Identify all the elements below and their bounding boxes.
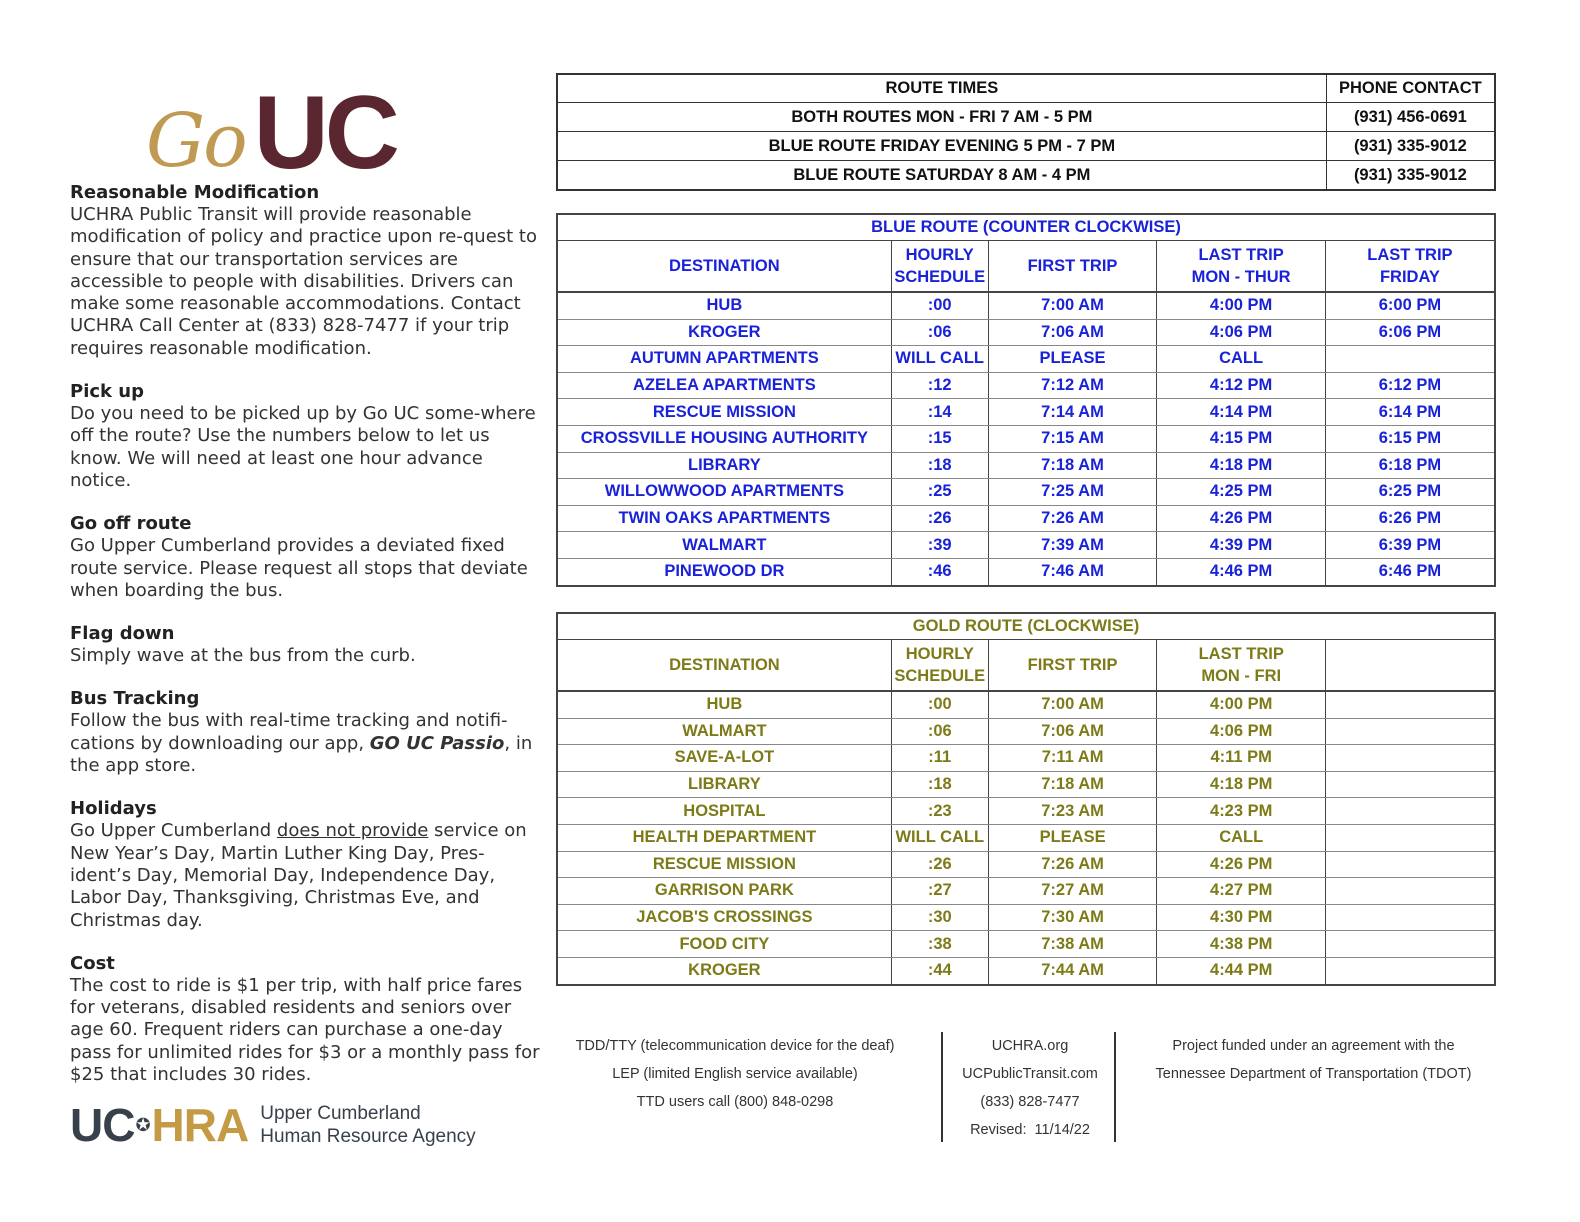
table-row bbox=[557, 532, 1495, 559]
section-pick-up bbox=[70, 381, 545, 492]
table-row bbox=[557, 798, 1495, 825]
time-cell bbox=[1326, 824, 1496, 851]
info-column bbox=[70, 74, 545, 1107]
time-cell: 7:00 AM bbox=[988, 691, 1157, 718]
table-row bbox=[557, 505, 1495, 532]
destination-cell: WALMART bbox=[557, 718, 891, 745]
table-row bbox=[557, 878, 1495, 905]
time-cell: 4:06 PM bbox=[1157, 319, 1326, 346]
time-cell: 6:06 PM bbox=[1325, 319, 1495, 346]
time-cell: 6:15 PM bbox=[1325, 425, 1495, 452]
time-cell bbox=[1326, 851, 1496, 878]
footer-accessibility-info bbox=[556, 1032, 914, 1116]
table-row bbox=[557, 132, 1495, 161]
destination-cell: LIBRARY bbox=[557, 771, 891, 798]
column-header bbox=[891, 640, 988, 692]
time-cell: 7:30 AM bbox=[988, 904, 1157, 931]
table-row bbox=[557, 452, 1495, 479]
gold-route-table bbox=[556, 612, 1496, 986]
time-cell: :18 bbox=[891, 452, 988, 479]
time-cell: :12 bbox=[891, 372, 988, 399]
underlined-text: does not provide bbox=[276, 820, 429, 842]
table-row bbox=[557, 957, 1495, 984]
time-cell: :06 bbox=[891, 718, 988, 745]
section-text bbox=[70, 710, 545, 777]
time-cell: :06 bbox=[891, 319, 988, 346]
destination-cell: FOOD CITY bbox=[557, 931, 891, 958]
section-cost bbox=[70, 953, 545, 1086]
time-cell: 4:30 PM bbox=[1157, 904, 1326, 931]
section-holidays bbox=[70, 798, 545, 931]
column-header-line: LAST TRIP bbox=[1198, 246, 1284, 264]
text-part: , in the app store. bbox=[70, 732, 533, 777]
column-header-line: DESTINATION bbox=[669, 656, 780, 674]
logo-uc-text: UC bbox=[253, 74, 396, 191]
time-cell: 7:11 AM bbox=[988, 745, 1157, 772]
column-header-line: MON - FRI bbox=[1201, 667, 1282, 685]
destination-cell: HUB bbox=[557, 691, 891, 718]
time-cell bbox=[1326, 771, 1496, 798]
time-cell: 7:26 AM bbox=[988, 851, 1157, 878]
destination-cell: KROGER bbox=[557, 319, 891, 346]
time-cell: 7:18 AM bbox=[988, 771, 1157, 798]
table-row bbox=[557, 372, 1495, 399]
column-header bbox=[988, 241, 1157, 293]
table-row bbox=[557, 319, 1495, 346]
table-row bbox=[557, 851, 1495, 878]
time-cell bbox=[1326, 878, 1496, 905]
agency-line-1: Upper Cumberland bbox=[260, 1103, 421, 1124]
time-cell: :00 bbox=[891, 691, 988, 718]
time-cell: 4:39 PM bbox=[1157, 532, 1326, 559]
footer-divider bbox=[1114, 1032, 1116, 1142]
time-cell bbox=[1326, 957, 1496, 984]
time-cell: WILL CALL bbox=[891, 824, 988, 851]
destination-cell: RESCUE MISSION bbox=[557, 851, 891, 878]
time-cell: 4:27 PM bbox=[1157, 878, 1326, 905]
table-row bbox=[557, 558, 1495, 585]
footer-line: TTD users call (800) 848-0298 bbox=[636, 1094, 834, 1110]
column-header-line: HOURLY bbox=[905, 246, 974, 264]
time-cell: :18 bbox=[891, 771, 988, 798]
time-cell: :25 bbox=[891, 479, 988, 506]
column-header-line: SCHEDULE bbox=[894, 268, 986, 286]
table-row bbox=[557, 718, 1495, 745]
time-cell: 6:46 PM bbox=[1325, 558, 1495, 585]
time-cell: 7:06 AM bbox=[988, 319, 1157, 346]
table-row bbox=[557, 346, 1495, 373]
section-heading: Holidays bbox=[70, 798, 157, 820]
phone-cell: (931) 456-0691 bbox=[1326, 103, 1495, 132]
time-cell: :00 bbox=[891, 292, 988, 319]
column-header-line: SCHEDULE bbox=[894, 667, 986, 685]
time-cell bbox=[1325, 346, 1495, 373]
table-row bbox=[557, 479, 1495, 506]
footer-line: LEP (limited English service available) bbox=[612, 1066, 858, 1082]
time-cell: 6:00 PM bbox=[1325, 292, 1495, 319]
time-cell: 6:39 PM bbox=[1325, 532, 1495, 559]
time-cell: :27 bbox=[891, 878, 988, 905]
time-cell: 7:15 AM bbox=[988, 425, 1157, 452]
uchra-logo bbox=[70, 1098, 476, 1152]
section-heading: Go off route bbox=[70, 513, 192, 535]
section-heading: Bus Tracking bbox=[70, 688, 200, 710]
time-cell: 7:12 AM bbox=[988, 372, 1157, 399]
time-cell: :14 bbox=[891, 399, 988, 426]
column-header-line: DESTINATION bbox=[669, 257, 780, 275]
time-cell: 4:18 PM bbox=[1157, 771, 1326, 798]
time-cell: 4:18 PM bbox=[1157, 452, 1326, 479]
time-cell: CALL bbox=[1157, 346, 1326, 373]
footer-contact-info bbox=[946, 1032, 1114, 1144]
section-text: The cost to ride is $1 per trip, with half price fares for veterans, disabled residents and seniors over age 60. Frequent riders can purchase a one-day pass for unlimited rides for $3 or a monthly pass for $25 that includes 30 rides. bbox=[70, 974, 540, 1086]
table-row bbox=[557, 425, 1495, 452]
column-header bbox=[1326, 640, 1496, 692]
time-cell: 6:26 PM bbox=[1325, 505, 1495, 532]
time-cell: :26 bbox=[891, 505, 988, 532]
destination-cell: RESCUE MISSION bbox=[557, 399, 891, 426]
time-cell: 7:06 AM bbox=[988, 718, 1157, 745]
footer-revised: Revised: 11/14/22 bbox=[970, 1122, 1090, 1138]
route-times-header: ROUTE TIMES bbox=[557, 74, 1326, 103]
column-header bbox=[891, 241, 988, 293]
time-cell: 7:14 AM bbox=[988, 399, 1157, 426]
table-row bbox=[557, 771, 1495, 798]
destination-cell: JACOB'S CROSSINGS bbox=[557, 904, 891, 931]
column-header bbox=[988, 640, 1157, 692]
time-cell: 4:00 PM bbox=[1157, 691, 1326, 718]
time-cell: :23 bbox=[891, 798, 988, 825]
time-cell: 4:15 PM bbox=[1157, 425, 1326, 452]
time-cell: 4:38 PM bbox=[1157, 931, 1326, 958]
destination-cell: GARRISON PARK bbox=[557, 878, 891, 905]
table-row bbox=[557, 745, 1495, 772]
time-cell: 4:25 PM bbox=[1157, 479, 1326, 506]
time-cell: 4:26 PM bbox=[1157, 851, 1326, 878]
section-heading: Reasonable Modification bbox=[70, 182, 320, 203]
destination-cell: HEALTH DEPARTMENT bbox=[557, 824, 891, 851]
time-cell: 6:18 PM bbox=[1325, 452, 1495, 479]
destination-cell: AZELEA APARTMENTS bbox=[557, 372, 891, 399]
time-cell: 6:12 PM bbox=[1325, 372, 1495, 399]
time-cell: 4:14 PM bbox=[1157, 399, 1326, 426]
time-cell: 7:38 AM bbox=[988, 931, 1157, 958]
time-cell: :38 bbox=[891, 931, 988, 958]
time-cell: 6:25 PM bbox=[1325, 479, 1495, 506]
section-bus-tracking bbox=[70, 688, 545, 777]
time-cell bbox=[1326, 691, 1496, 718]
time-cell: 4:00 PM bbox=[1157, 292, 1326, 319]
section-heading: Cost bbox=[70, 952, 115, 974]
section-go-off-route bbox=[70, 513, 545, 602]
time-cell: :26 bbox=[891, 851, 988, 878]
table-row bbox=[557, 931, 1495, 958]
app-name: GO UC Passio bbox=[369, 732, 505, 754]
time-cell: 7:00 AM bbox=[988, 292, 1157, 319]
route-time-cell: BLUE ROUTE SATURDAY 8 AM - 4 PM bbox=[557, 161, 1326, 191]
text-part: service on New Year’s Day, Martin Luther King Day, Pres-ident’s Day, Memorial Day, Independence Day, Labor Day, Thanksgiving, Christmas Eve, and Christmas day. bbox=[70, 820, 527, 931]
footer-line: Project funded under an agreement with the bbox=[1172, 1038, 1455, 1054]
time-cell: :15 bbox=[891, 425, 988, 452]
destination-cell: PINEWOOD DR bbox=[557, 558, 891, 585]
time-cell: :44 bbox=[891, 957, 988, 984]
section-text: UCHRA Public Transit will provide reasonable modification of policy and practice upon re-quest to ensure that our transportation services are accessible to people with disabilities. Drivers can make some reasonable accommodations. Contact UCHRA Call Center at (833) 828-7477 if your trip requires reasonable modification. bbox=[70, 204, 537, 359]
route-time-cell: BOTH ROUTES MON - FRI 7 AM - 5 PM bbox=[557, 103, 1326, 132]
destination-cell: SAVE-A-LOT bbox=[557, 745, 891, 772]
time-cell: WILL CALL bbox=[891, 346, 988, 373]
time-cell: 7:46 AM bbox=[988, 558, 1157, 585]
logo-go-text: Go bbox=[146, 98, 246, 184]
time-cell: 4:26 PM bbox=[1157, 505, 1326, 532]
footer-funding-info bbox=[1131, 1032, 1496, 1088]
destination-cell: AUTUMN APARTMENTS bbox=[557, 346, 891, 373]
column-header-line: MON - THUR bbox=[1191, 268, 1291, 286]
destination-cell: KROGER bbox=[557, 957, 891, 984]
phone-cell: (931) 335-9012 bbox=[1326, 132, 1495, 161]
phone-contact-header: PHONE CONTACT bbox=[1326, 74, 1495, 103]
destination-cell: HOSPITAL bbox=[557, 798, 891, 825]
section-heading: Flag down bbox=[70, 623, 175, 645]
time-cell: 7:25 AM bbox=[988, 479, 1157, 506]
column-header-line: HOURLY bbox=[905, 645, 974, 663]
destination-cell: WALMART bbox=[557, 532, 891, 559]
footer-website[interactable]: UCHRA.org bbox=[991, 1038, 1069, 1054]
table-row bbox=[557, 161, 1495, 191]
footer-website[interactable]: UCPublicTransit.com bbox=[962, 1066, 1098, 1082]
section-reasonable-modification bbox=[70, 182, 545, 360]
time-cell: 7:26 AM bbox=[988, 505, 1157, 532]
time-cell: 4:46 PM bbox=[1157, 558, 1326, 585]
time-cell: :30 bbox=[891, 904, 988, 931]
time-cell: 7:27 AM bbox=[988, 878, 1157, 905]
column-header-line: FIRST TRIP bbox=[1027, 656, 1118, 674]
text-part: Follow the bus with real-time tracking and notifi-cations by downloading our app, bbox=[70, 710, 508, 754]
blue-route-title: BLUE ROUTE (COUNTER CLOCKWISE) bbox=[557, 214, 1495, 241]
footer-line: TDD/TTY (telecommunication device for the deaf) bbox=[575, 1038, 895, 1054]
uchra-agency-name bbox=[260, 1102, 475, 1148]
time-cell: :11 bbox=[891, 745, 988, 772]
section-text: Do you need to be picked up by Go UC some-where off the route? Use the numbers below to let us know. We will need at least one hour advance notice. bbox=[70, 403, 536, 491]
footer-divider bbox=[941, 1032, 943, 1142]
column-header-line: LAST TRIP bbox=[1198, 645, 1284, 663]
destination-cell: CROSSVILLE HOUSING AUTHORITY bbox=[557, 425, 891, 452]
time-cell bbox=[1326, 931, 1496, 958]
column-header bbox=[1325, 241, 1495, 293]
time-cell: CALL bbox=[1157, 824, 1326, 851]
table-row bbox=[557, 824, 1495, 851]
column-header bbox=[557, 640, 891, 692]
time-cell: 4:11 PM bbox=[1157, 745, 1326, 772]
time-cell bbox=[1326, 904, 1496, 931]
agency-line-2: Human Resource Agency bbox=[260, 1126, 476, 1147]
column-header bbox=[1157, 640, 1326, 692]
uchra-uc-text: UC bbox=[70, 1099, 135, 1151]
section-text: Go Upper Cumberland provides a deviated fixed route service. Please request all stops that deviate when boarding the bus. bbox=[70, 535, 528, 601]
column-header bbox=[557, 241, 891, 293]
time-cell: :39 bbox=[891, 532, 988, 559]
uchra-hra-text: HRA bbox=[151, 1099, 249, 1151]
column-header-line: FRIDAY bbox=[1379, 268, 1440, 286]
section-text bbox=[70, 820, 545, 931]
time-cell: 7:23 AM bbox=[988, 798, 1157, 825]
text-part: Go Upper Cumberland bbox=[70, 820, 277, 842]
destination-cell: LIBRARY bbox=[557, 452, 891, 479]
time-cell bbox=[1326, 798, 1496, 825]
route-time-cell: BLUE ROUTE FRIDAY EVENING 5 PM - 7 PM bbox=[557, 132, 1326, 161]
time-cell bbox=[1326, 745, 1496, 772]
table-row bbox=[557, 904, 1495, 931]
time-cell: 7:18 AM bbox=[988, 452, 1157, 479]
table-row bbox=[557, 691, 1495, 718]
footer-phone: (833) 828-7477 bbox=[980, 1094, 1080, 1110]
destination-cell: TWIN OAKS APARTMENTS bbox=[557, 505, 891, 532]
column-header bbox=[1157, 241, 1326, 293]
time-cell: :46 bbox=[891, 558, 988, 585]
time-cell: 7:39 AM bbox=[988, 532, 1157, 559]
time-cell: 6:14 PM bbox=[1325, 399, 1495, 426]
table-row bbox=[557, 103, 1495, 132]
table-row bbox=[557, 399, 1495, 426]
time-cell: 4:12 PM bbox=[1157, 372, 1326, 399]
go-uc-logo bbox=[146, 74, 545, 191]
time-cell: 4:06 PM bbox=[1157, 718, 1326, 745]
destination-cell: WILLOWWOOD APARTMENTS bbox=[557, 479, 891, 506]
time-cell: PLEASE bbox=[988, 824, 1157, 851]
section-text: Simply wave at the bus from the curb. bbox=[70, 645, 416, 667]
table-row bbox=[557, 292, 1495, 319]
column-header-line: LAST TRIP bbox=[1367, 246, 1453, 264]
route-times-table bbox=[556, 73, 1496, 191]
section-heading: Pick up bbox=[70, 381, 144, 403]
phone-cell: (931) 335-9012 bbox=[1326, 161, 1495, 191]
column-header-line: FIRST TRIP bbox=[1027, 257, 1118, 275]
tennessee-stars-icon: ✪ bbox=[135, 1114, 151, 1136]
time-cell: 4:44 PM bbox=[1157, 957, 1326, 984]
blue-route-table bbox=[556, 213, 1496, 587]
gold-route-title: GOLD ROUTE (CLOCKWISE) bbox=[557, 613, 1495, 640]
time-cell: PLEASE bbox=[988, 346, 1157, 373]
footer-line: Tennessee Department of Transportation (TDOT) bbox=[1155, 1066, 1472, 1082]
destination-cell: HUB bbox=[557, 292, 891, 319]
section-flag-down bbox=[70, 623, 545, 667]
time-cell: 7:44 AM bbox=[988, 957, 1157, 984]
time-cell bbox=[1326, 718, 1496, 745]
time-cell: 4:23 PM bbox=[1157, 798, 1326, 825]
